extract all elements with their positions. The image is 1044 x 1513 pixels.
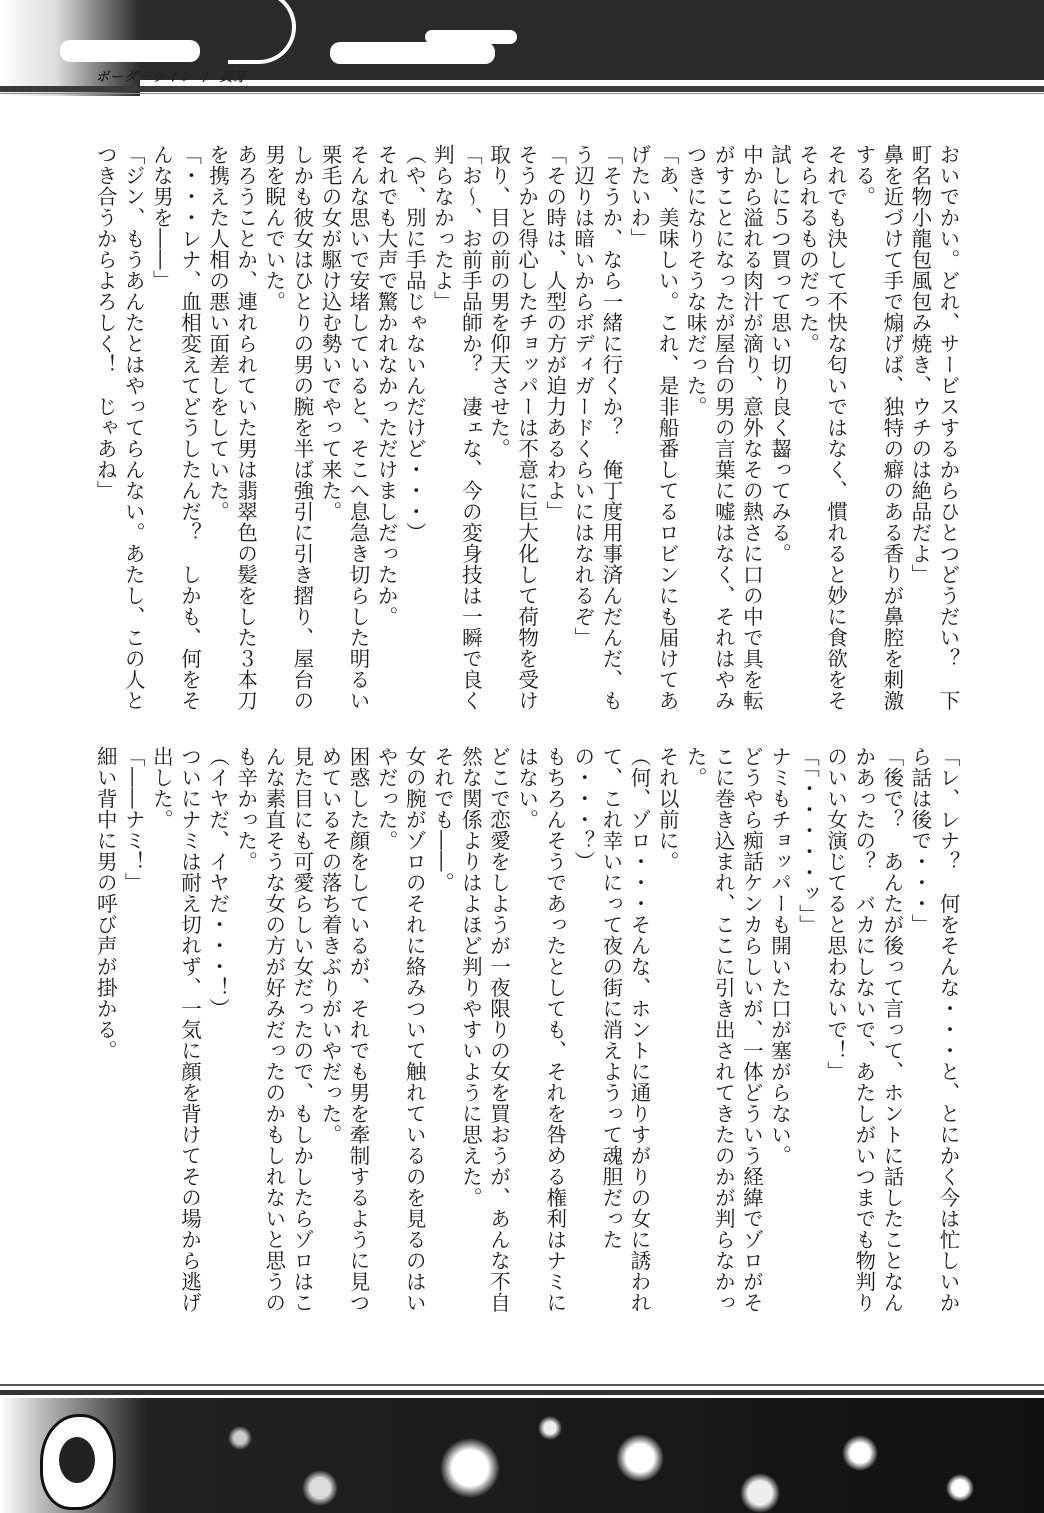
emblem-inner	[59, 1437, 95, 1483]
text-line: のいい女演じてると思わないで！」	[823, 746, 848, 1082]
text-line: 町名物小龍包風包み焼き、ウチのは絶品だよ」	[907, 144, 932, 585]
author-name: 真牙	[219, 70, 248, 85]
text-line: どうやら痴話ケンカらしいが、一体どういう経緯でゾロがそ	[739, 746, 764, 1313]
text-line: めているその落ち着きぶりがいやだった。	[317, 746, 342, 1145]
text-line: あろうことか、連れられていた男は翡翠色の髪をした３本刀	[233, 144, 258, 711]
footer-rule	[0, 1390, 1044, 1395]
text-line: （何、ゾロ・・・そんな、ホントに通りすがりの女に誘われ	[626, 746, 651, 1313]
text-line: がすことになったが屋台の男の言葉に嘘はなく、それはやみ	[711, 144, 736, 711]
text-line: 「「・・・・・ッ」」	[795, 746, 820, 936]
text-line: する。	[851, 144, 876, 207]
text-line: やだった。	[374, 746, 399, 851]
text-line: げたいわ」	[626, 144, 651, 249]
text-line: た。	[683, 746, 708, 788]
text-line: 判らなかったよ」	[430, 144, 455, 312]
text-line: 女の腕がゾロのそれに絡みついて触れているのを見るのはい	[402, 746, 427, 1313]
text-line: んな男を――」	[149, 144, 174, 291]
header-rule	[0, 86, 1044, 92]
text-line: ついにナミは耐え切れず、一気に顔を背けてその場から逃げ	[177, 746, 202, 1313]
footer-rule	[0, 1384, 1044, 1386]
text-block-top	[90, 144, 962, 729]
text-line: それ以前に。	[655, 746, 680, 872]
text-line: 「そうか、なら一緒に行くか？ 俺丁度用事済んだんだ、も	[598, 144, 623, 711]
text-line: 出した。	[149, 746, 174, 830]
text-line: そられるものだった。	[795, 144, 820, 354]
text-line: （イヤだ、イヤだ・・・！）	[205, 746, 230, 1019]
text-line: 「ジン、もうあんたとはやってらんない。あたし、この人と	[121, 144, 146, 711]
text-line: 「お～、お前手品師か？ 凄ェな、今の変身技は一瞬で良く	[458, 144, 483, 711]
text-line: う辺りは暗いからボディガードくらいにはなれるぞ」	[570, 144, 595, 648]
header-rule	[0, 93, 1044, 94]
text-line: 「その時は、人型の方が迫力あるわよ」	[542, 144, 567, 522]
text-line: 然な関係よりはよほど判りやすいように思えた。	[458, 746, 483, 1208]
text-line: どこで恋愛をしようが一夜限りの女を買おうが、あんな不自	[486, 746, 511, 1313]
text-line: そんな思いで安堵していると、そこへ息急き切らした明るい	[346, 144, 371, 711]
text-line: 細い背中に男の呼び声が掛かる。	[93, 746, 118, 1061]
text-line: （や、別に手品じゃないんだけど・・・）	[402, 144, 427, 543]
page-footer	[0, 1384, 1044, 1513]
text-line: はない。	[514, 746, 539, 830]
text-line: ナミもチョッパーも開いた口が塞がらない。	[767, 746, 792, 1166]
text-line: 困惑した顔をしているが、それでも男を牽制するように見つ	[346, 746, 371, 1313]
text-line: つき合うからよろしく！ じゃあね」	[93, 144, 118, 501]
text-line: 「レ、レナ？ 何をそんな・・・と、とにかく今は忙しいか	[936, 746, 960, 1313]
text-line: 栗毛の女が駆け込む勢いでやって来た。	[317, 144, 342, 522]
text-line: それでも決して不快な匂いではなく、慣れると妙に食欲をそ	[823, 144, 848, 711]
text-line: おいでかい。どれ、サービスするからひとつどうだい？ 下	[936, 144, 960, 711]
text-line: 取り、目の前の男を仰天させた。	[486, 144, 511, 459]
running-title	[96, 66, 247, 85]
header-rule	[180, 80, 1044, 84]
starry-footer-band	[0, 1398, 1044, 1513]
text-line: ら話は後で・・・」	[907, 746, 932, 935]
text-line: んな素直そうな女の方が好みだったのかもしれないと思うの	[261, 746, 286, 1313]
text-line: 試しに５つ買って思い切り良く齧ってみる。	[767, 144, 792, 564]
text-line: 鼻を近づけて手で煽げば、独特の癖のある香りが鼻腔を刺激	[879, 144, 904, 711]
cloud-shape	[425, 30, 517, 44]
text-line: しかも彼女はひとりの男の腕を半ば強引に引き摺り、屋台の	[289, 144, 314, 711]
text-line: 男を睨んでいた。	[261, 144, 286, 312]
text-line: の・・・？）	[570, 746, 595, 872]
story-title: ボーダーライン	[96, 70, 194, 85]
text-line: それでも――。	[430, 746, 455, 893]
text-line: 見た目にも可愛らしい女だったので、もしかしたらゾロはこ	[289, 746, 314, 1313]
cloud-shape	[60, 40, 200, 62]
text-line: て、これ幸いにって夜の街に消えようって魂胆だった	[598, 746, 623, 1250]
title-separator: /	[203, 70, 210, 85]
text-line: 中から溢れる肉汁が滴り、意外なその熱さに口の中で具を転	[739, 144, 764, 711]
text-line: かあったの？ バカにしないで、あたしがいつまでも物判り	[851, 746, 876, 1313]
text-line: そうかと得心したチョッパーは不意に巨大化して荷物を受け	[514, 144, 539, 711]
text-line: を携えた人相の悪い面差しをしていた。	[205, 144, 230, 522]
text-line: もちろんそうであったとしても、それを咎める権利はナミに	[542, 746, 567, 1313]
emblem-icon	[40, 1414, 116, 1510]
text-line: 「――ナミ！」	[121, 746, 146, 893]
text-line: も辛かった。	[233, 746, 258, 872]
cloud-shape	[330, 42, 495, 64]
text-block-bottom	[90, 746, 962, 1331]
text-line: それでも大声で驚かれなかっただけましだったか。	[374, 144, 399, 627]
text-line: こに巻き込まれ、ここに引き出されてきたのかが判らなかっ	[711, 746, 736, 1313]
text-line: つきになりそうな味だった。	[683, 144, 708, 417]
page-header	[0, 0, 1044, 96]
text-line: 「後で？ あんたが後って言って、ホントに話したことなん	[879, 746, 904, 1313]
text-line: 「・・・レナ、血相変えてどうしたんだ？ しかも、何をそ	[177, 144, 202, 711]
text-line: 「あ、美味しい。これ、是非船番してるロビンにも届けてあ	[655, 144, 680, 711]
